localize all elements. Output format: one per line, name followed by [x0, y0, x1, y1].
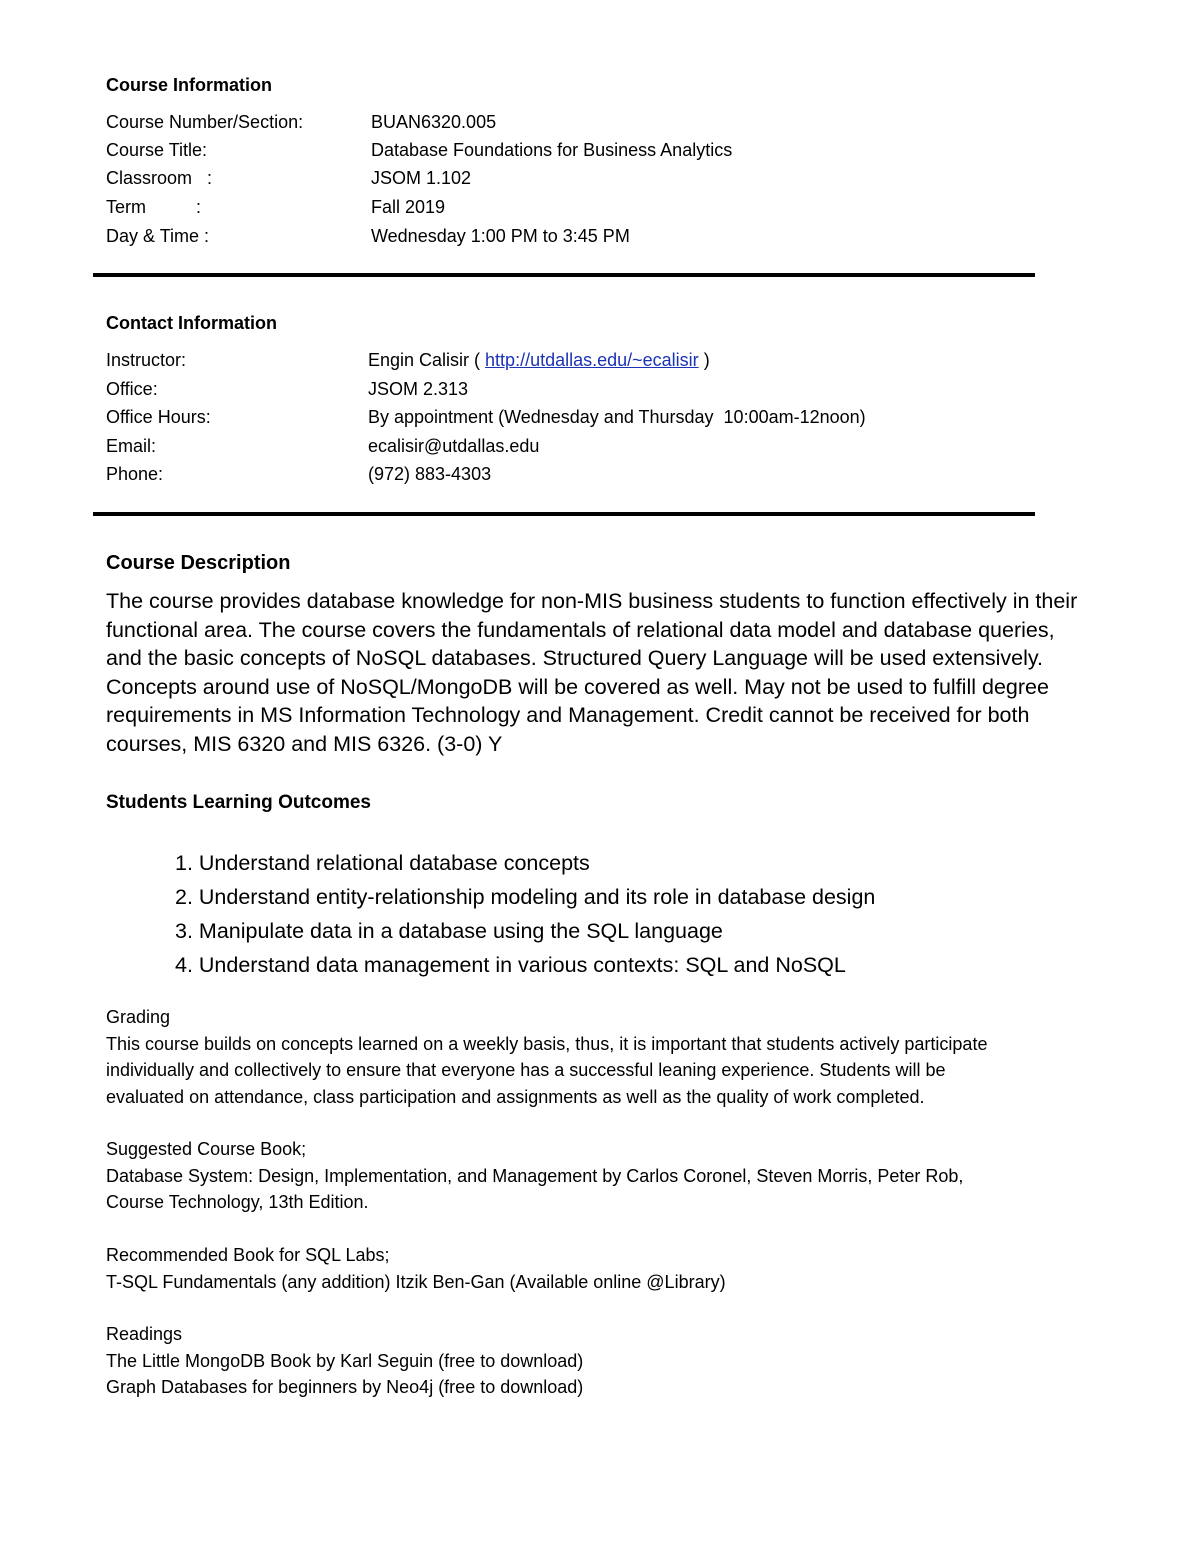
course-number-label: Course Number/Section:	[106, 112, 304, 132]
course-information-heading: Course Information	[106, 75, 273, 95]
day-time-label: Day & Time :	[106, 226, 210, 246]
list-item: 2. Understand entity-relationship modeling and its role in database design	[175, 885, 876, 909]
learning-outcomes-heading: Students Learning Outcomes	[106, 792, 371, 813]
phone-label: Phone:	[106, 464, 164, 484]
description-line: The course provides database knowledge for non-MIS business students to function effectively in their	[106, 589, 1078, 613]
instructor-paren-close: )	[698, 350, 710, 370]
email-value: ecalisir@utdallas.edu	[368, 436, 540, 456]
description-line: and the basic concepts of NoSQL databases. Structured Query Language will be used extensively.	[106, 646, 1044, 671]
course-number-value: BUAN6320.005	[371, 112, 497, 132]
term-value: Fall 2019	[371, 197, 446, 217]
description-line: courses, MIS 6320 and MIS 6326. (3-0) Y	[106, 731, 503, 756]
office-hours-value: By appointment (Wednesday and Thursday 10:00am-12noon)	[368, 407, 866, 427]
grading-section	[106, 1004, 1106, 1110]
classroom-label: Classroom :	[106, 168, 213, 188]
list-item: 4. Understand data management in various contexts: SQL and NoSQL	[175, 953, 846, 977]
course-title-label: Course Title:	[106, 140, 208, 160]
list-item: 1. Understand relational database concepts	[175, 851, 590, 875]
section-divider	[93, 512, 1035, 516]
course-book-heading: Suggested Course Book;	[106, 1139, 307, 1159]
instructor-label: Instructor:	[106, 350, 187, 370]
course-book-line: Database System: Design, Implementation, and Management by Carlos Coronel, Steven Morris, Peter Rob,	[106, 1165, 964, 1186]
grading-line: individually and collectively to ensure that everyone has a successful leaning experience. Students will be	[106, 1060, 946, 1080]
instructor-homepage-link[interactable]: http://utdallas.edu/~ecalisir	[485, 350, 699, 370]
course-description-heading: Course Description	[106, 552, 291, 574]
grading-line: This course builds on concepts learned on a weekly basis, thus, it is important that students actively participate	[106, 1033, 988, 1054]
readings-heading: Readings	[106, 1324, 183, 1344]
description-line: Concepts around use of NoSQL/MongoDB will be covered as well. May not be used to fulfill degree	[106, 674, 1049, 699]
section-divider	[93, 273, 1035, 277]
course-description-text	[106, 587, 1106, 759]
term-label: Term :	[106, 197, 202, 217]
phone-value: (972) 883-4303	[368, 464, 492, 484]
learning-outcomes-list	[175, 846, 875, 982]
instructor-value	[368, 350, 710, 371]
grading-line: evaluated on attendance, class participation and assignments as well as the quality of work completed.	[106, 1086, 925, 1107]
contact-information-heading: Contact Information	[106, 313, 277, 333]
office-hours-label: Office Hours:	[106, 407, 211, 427]
instructor-name: Engin Calisir (	[368, 350, 486, 370]
office-value: JSOM 2.313	[368, 379, 469, 399]
course-book-line: Course Technology, 13th Edition.	[106, 1192, 369, 1212]
course-book-section	[106, 1136, 1106, 1216]
readings-line: Graph Databases for beginners by Neo4j (free to download)	[106, 1377, 584, 1397]
day-time-value: Wednesday 1:00 PM to 3:45 PM	[371, 226, 630, 246]
grading-heading: Grading	[106, 1007, 171, 1027]
email-label: Email:	[106, 436, 157, 456]
description-line: functional area. The course covers the fundamentals of relational data model and database queries,	[106, 617, 1055, 642]
readings-line: The Little MongoDB Book by Karl Seguin (free to download)	[106, 1350, 584, 1371]
sql-book-line: T-SQL Fundamentals (any addition) Itzik Ben-Gan (Available online @Library)	[106, 1271, 726, 1292]
course-title-value: Database Foundations for Business Analytics	[371, 140, 733, 160]
description-line: requirements in MS Information Technology and Management. Credit cannot be received for both	[106, 703, 1030, 728]
classroom-value: JSOM 1.102	[371, 168, 472, 188]
office-label: Office:	[106, 379, 158, 399]
list-item: 3. Manipulate data in a database using the SQL language	[175, 919, 723, 943]
readings-section	[106, 1321, 1106, 1401]
sql-book-section	[106, 1242, 1106, 1295]
sql-book-heading: Recommended Book for SQL Labs;	[106, 1245, 390, 1265]
